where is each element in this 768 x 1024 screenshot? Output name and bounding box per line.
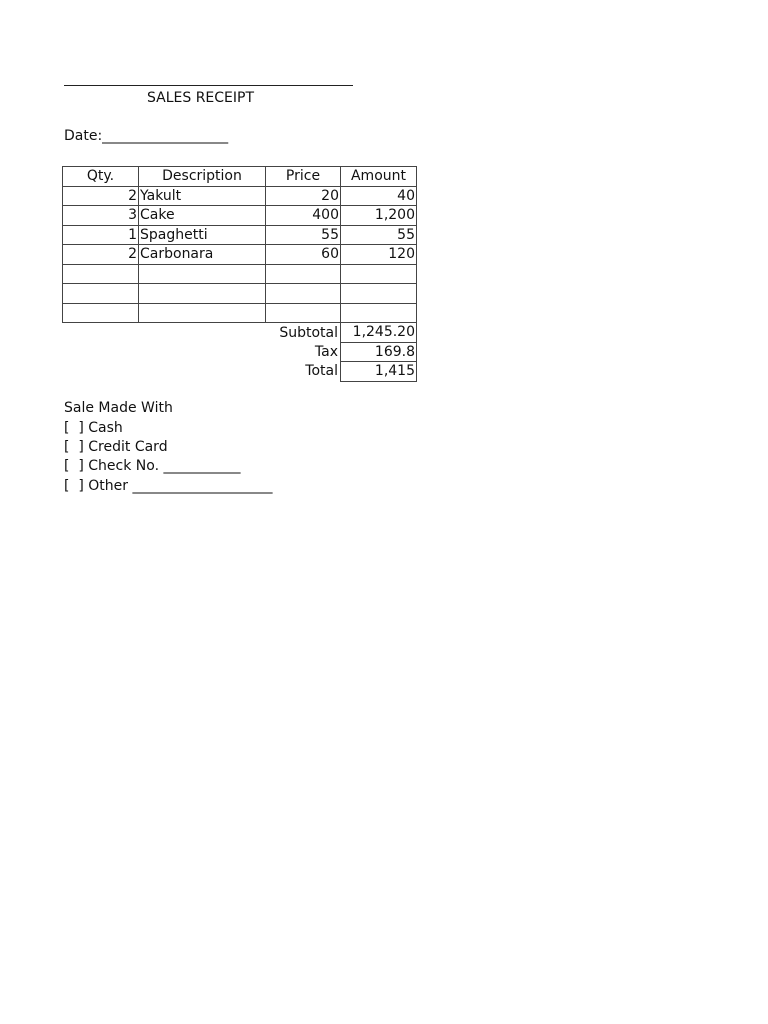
total-label: Total xyxy=(305,363,338,380)
table-row-empty xyxy=(63,264,417,284)
tax-row xyxy=(63,342,417,362)
cell-qty xyxy=(63,284,139,304)
cell-amount: 1,200 xyxy=(341,206,417,226)
cell-price: 20 xyxy=(266,186,341,206)
cell-description: Carbonara xyxy=(139,245,266,265)
table-row-empty xyxy=(63,303,417,323)
date-field: Date:__________________ xyxy=(64,128,229,144)
cell-qty xyxy=(63,264,139,284)
table-row xyxy=(63,245,417,265)
cell-price xyxy=(266,303,341,323)
cell-amount: 55 xyxy=(341,225,417,245)
subtotal-row xyxy=(63,323,417,343)
cell-amount: 40 xyxy=(341,186,417,206)
cell-price xyxy=(266,264,341,284)
receipt-title: SALES RECEIPT xyxy=(147,90,255,106)
total-value: 1,415 xyxy=(341,362,417,382)
cell-description xyxy=(139,284,266,304)
cell-qty: 3 xyxy=(63,206,139,226)
cell-qty: 2 xyxy=(63,245,139,265)
total-row xyxy=(63,362,417,382)
top-signature-line xyxy=(64,85,353,86)
cell-amount xyxy=(341,264,417,284)
payment-method-title: Sale Made With xyxy=(64,400,173,416)
table-row xyxy=(63,206,417,226)
cell-amount xyxy=(341,303,417,323)
cell-qty: 2 xyxy=(63,186,139,206)
cell-amount: 120 xyxy=(341,245,417,265)
table-row xyxy=(63,225,417,245)
tax-label: Tax xyxy=(314,343,338,360)
table-header-row xyxy=(63,167,417,187)
payment-option-check: [ ] Check No. ___________ xyxy=(64,458,241,474)
table-row xyxy=(63,186,417,206)
cell-amount xyxy=(341,284,417,304)
cell-description: Cake xyxy=(139,206,266,226)
header-qty: Qty. xyxy=(63,167,139,187)
header-amount: Amount xyxy=(341,167,417,187)
table-row-empty xyxy=(63,284,417,304)
cell-qty: 1 xyxy=(63,225,139,245)
cell-description xyxy=(139,303,266,323)
cell-description xyxy=(139,264,266,284)
cell-price: 60 xyxy=(266,245,341,265)
cell-description: Spaghetti xyxy=(139,225,266,245)
header-description: Description xyxy=(139,167,266,187)
cell-price: 55 xyxy=(266,225,341,245)
tax-value: 169.8 xyxy=(341,342,417,362)
cell-price xyxy=(266,284,341,304)
subtotal-value: 1,245.20 xyxy=(341,323,417,343)
payment-option-cash: [ ] Cash xyxy=(64,420,123,436)
payment-option-credit-card: [ ] Credit Card xyxy=(64,439,168,455)
items-table xyxy=(62,166,417,382)
subtotal-label: Subtotal xyxy=(279,324,338,341)
payment-option-other: [ ] Other ____________________ xyxy=(64,478,273,494)
cell-qty xyxy=(63,303,139,323)
cell-description: Yakult xyxy=(139,186,266,206)
header-price: Price xyxy=(266,167,341,187)
cell-price: 400 xyxy=(266,206,341,226)
